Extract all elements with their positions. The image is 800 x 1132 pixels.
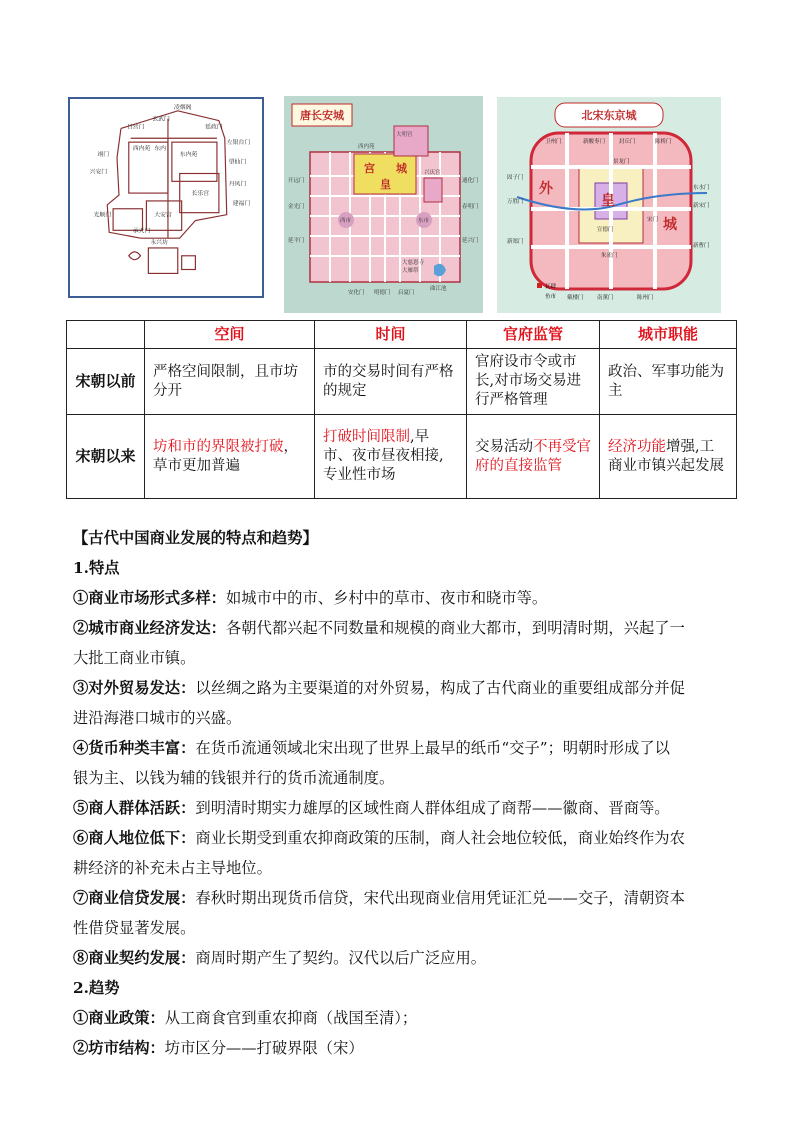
- dongjing-label: 封丘门: [619, 139, 636, 145]
- table-header-space: 空间: [145, 321, 315, 349]
- tang-changan-map-drawing: [284, 96, 483, 313]
- sketch-label: 大安宫: [154, 212, 172, 219]
- changan-label: 延兴门: [462, 238, 479, 244]
- feature-keyword: ⑦商业信贷发展：: [73, 889, 196, 907]
- feature-keyword: ②城市商业经济发达：: [73, 619, 226, 637]
- dongjing-label: 新曹门: [693, 243, 710, 249]
- sketch-label: 建福门: [232, 200, 251, 207]
- changan-label: 春明门: [462, 204, 479, 210]
- song-dongjing-map-image: [497, 97, 721, 313]
- changan-label: 金光门: [288, 204, 305, 210]
- feature-item: [73, 613, 733, 643]
- changan-label: 兴庆宫: [424, 170, 441, 176]
- cell-supervision-pre: 交易活动: [475, 438, 533, 455]
- sketch-label: 凌烟阁: [173, 104, 192, 111]
- dongjing-label: 新郑门: [507, 239, 524, 245]
- feature-item: [73, 883, 733, 913]
- feature-keyword: ⑧商业契约发展：: [73, 949, 196, 967]
- dongjing-label: 固子门: [507, 175, 524, 181]
- cell-supervision: [467, 415, 600, 499]
- table-row: [67, 349, 737, 415]
- changan-label: 通化门: [462, 178, 479, 184]
- trend-item: [73, 1003, 733, 1033]
- sketch-label: 翊门: [97, 151, 110, 158]
- subheading-features: 1.特点: [73, 559, 120, 577]
- feature-text: 到明清时期实力雄厚的区域性商人群体组成了商帮——徽商、晋商等。: [195, 799, 670, 817]
- row-label: 宋朝以前: [67, 349, 145, 415]
- feature-item: [73, 823, 733, 853]
- cell-time-rest: ,早市、夜市昼夜相接,专业性市场: [323, 429, 444, 483]
- cell-time: [315, 415, 467, 499]
- feature-keyword: ⑥商人地位低下：: [73, 829, 196, 847]
- sketch-label: 延政门: [205, 124, 223, 131]
- feature-text: 如城市中的市、乡村中的草市、夜市和晓市等。: [225, 589, 548, 607]
- dongjing-label: 宣德门: [597, 227, 614, 233]
- feature-text-cont: 银为主、以钱为辅的钱银并行的货币流通制度。: [73, 769, 395, 787]
- feature-keyword: ④货币种类丰富：: [73, 739, 196, 757]
- changan-label: 安化门: [348, 290, 365, 296]
- row-label: 宋朝以来: [67, 415, 145, 499]
- sketch-label: 永兴坊: [150, 240, 168, 247]
- sketch-label: 左银台门: [226, 140, 251, 147]
- feature-text: 在货币流通领域北宋出现了世界上最早的纸币“交子”；明朝时形成了以: [195, 739, 670, 757]
- changan-label: 宫: [364, 162, 375, 175]
- sketch-label: 丹凤门: [228, 181, 247, 188]
- feature-keyword: ①商业市场形式多样：: [73, 589, 226, 607]
- trend-text: 坊市区分——打破界限（宋）: [164, 1039, 364, 1057]
- cell-supervision-highlight: 不再受官府的直接监管: [475, 438, 591, 474]
- sketch-label: 兴安门: [89, 169, 108, 176]
- feature-keyword: ⑤商人群体活跃：: [73, 799, 196, 817]
- section-heading: 【古代中国商业发展的特点和趋势】: [73, 529, 318, 547]
- trend-item: [73, 1033, 733, 1063]
- cell-time: 市的交易时间有严格的规定: [315, 349, 467, 415]
- feature-text-cont: 进沿海港口城市的兴盛。: [73, 709, 242, 727]
- dongjing-label: 卫州门: [545, 139, 562, 145]
- table-row: [67, 415, 737, 499]
- cell-function-highlight: 经济功能: [608, 438, 666, 455]
- feature-item: [73, 793, 733, 823]
- cell-space-rest: ，草市更加普遍: [153, 438, 298, 474]
- changan-title: 唐长安城: [300, 109, 344, 122]
- trend-text: 从工商食官到重农抑商（战国至清）；: [164, 1009, 418, 1027]
- dongjing-label: 东水门: [693, 185, 710, 191]
- changan-label: 明德门: [374, 290, 391, 296]
- feature-item: [73, 583, 733, 613]
- dongjing-label: 皇: [601, 193, 615, 209]
- cell-function: 政治、军事功能为主: [600, 349, 737, 415]
- cell-supervision: 官府设市令或市长,对市场交易进行严格管理: [467, 349, 600, 415]
- dongjing-label: 外: [539, 181, 553, 197]
- feature-text-cont: 大批工商业市镇。: [73, 649, 196, 667]
- dongjing-label: 陈桥门: [655, 139, 672, 145]
- tang-changan-map-image: [284, 96, 483, 313]
- changan-label: 开远门: [288, 178, 305, 184]
- changan-label: 城: [396, 162, 407, 175]
- changan-label: 东市: [418, 218, 430, 224]
- feature-item: [73, 943, 733, 973]
- dongjing-label: 城: [663, 217, 677, 233]
- changan-label: 大慈恩寺: [402, 260, 425, 266]
- changan-label: 西内苑: [358, 144, 375, 150]
- dongjing-label: 南薰门: [597, 295, 614, 301]
- cell-function: [600, 415, 737, 499]
- dongjing-label: 新宋门: [693, 203, 710, 209]
- feature-text-cont: 耕经济的补充未占主导地位。: [73, 859, 272, 877]
- sketch-label: 望仙门: [228, 159, 247, 166]
- table-header-function: 城市职能: [600, 321, 737, 349]
- changan-label: 大雁塔: [402, 268, 419, 274]
- sketch-label: 西内苑: [132, 145, 151, 152]
- feature-item: [73, 733, 733, 763]
- sketch-label: 东内苑: [179, 151, 198, 158]
- cell-space: 严格空间限制，且市坊分开: [145, 349, 315, 415]
- cell-function-rest: 增强,工商业市镇兴起发展: [608, 438, 724, 474]
- table-header-time: 时间: [315, 321, 467, 349]
- legend-label: 瓦肆: [545, 284, 557, 290]
- changan-label: 启夏门: [398, 290, 415, 296]
- sketch-label: 玄武门: [152, 116, 170, 123]
- changan-label: 大明宫: [396, 132, 413, 138]
- sketch-label: 光顺门: [93, 212, 112, 219]
- subheading-trends: 2.趋势: [73, 979, 120, 997]
- dongjing-label: 新酸枣门: [583, 139, 606, 145]
- comparison-table: [66, 320, 737, 499]
- legend-label: 鱼市: [545, 294, 557, 300]
- cell-time-highlight: 打破时间限制: [323, 429, 410, 445]
- sketch-label: 东内: [154, 145, 166, 152]
- tang-layout-sketch-drawing: [70, 99, 262, 296]
- song-dongjing-map-drawing: [497, 97, 721, 313]
- cell-space: [145, 415, 315, 499]
- dongjing-title: 北宋东京城: [581, 109, 637, 122]
- feature-text: 商周时期产生了契约。汉代以后广泛应用。: [195, 949, 487, 967]
- feature-item: [73, 673, 733, 703]
- changan-label: 曲江池: [430, 286, 447, 292]
- trend-keyword: ②坊市结构：: [73, 1039, 165, 1057]
- feature-text: 以丝绸之路为主要渠道的对外贸易，构成了古代商业的重要组成部分并促: [195, 679, 685, 697]
- dongjing-label: 景龙门: [613, 159, 630, 165]
- feature-text: 各朝代都兴起不同数量和规模的商业大都市，到明清时期，兴起了一: [225, 619, 685, 637]
- table-header-empty: [67, 321, 145, 349]
- cell-space-highlight: 坊和市的界限被打破: [153, 438, 284, 455]
- sketch-label: 承天门: [132, 228, 151, 235]
- changan-label: 皇: [380, 178, 391, 191]
- feature-text-cont: 性借贷显著发展。: [73, 919, 196, 937]
- dongjing-label: 宋门: [647, 217, 659, 223]
- changan-label: 西市: [340, 218, 352, 224]
- dongjing-label: 万胜门: [507, 199, 524, 205]
- dongjing-label: 戴楼门: [567, 295, 584, 301]
- feature-text: 春秋时期出现货币信贷，宋代出现商业信用凭证汇兑——交子，清朝资本: [195, 889, 685, 907]
- table-header-supervision: 官府监管: [467, 321, 600, 349]
- changan-label: 延平门: [288, 238, 305, 244]
- sketch-label: 日营门: [126, 124, 145, 131]
- feature-text: 商业长期受到重农抑商政策的压制，商人社会地位较低，商业始终作为农: [195, 829, 685, 847]
- sketch-label: 长乐宫: [191, 191, 210, 198]
- tang-layout-sketch-image: [68, 97, 264, 298]
- dongjing-label: 朱雀门: [601, 253, 618, 259]
- trend-keyword: ①商业政策：: [73, 1009, 165, 1027]
- feature-keyword: ③对外贸易发达：: [73, 679, 196, 697]
- dongjing-label: 陈州门: [637, 295, 654, 301]
